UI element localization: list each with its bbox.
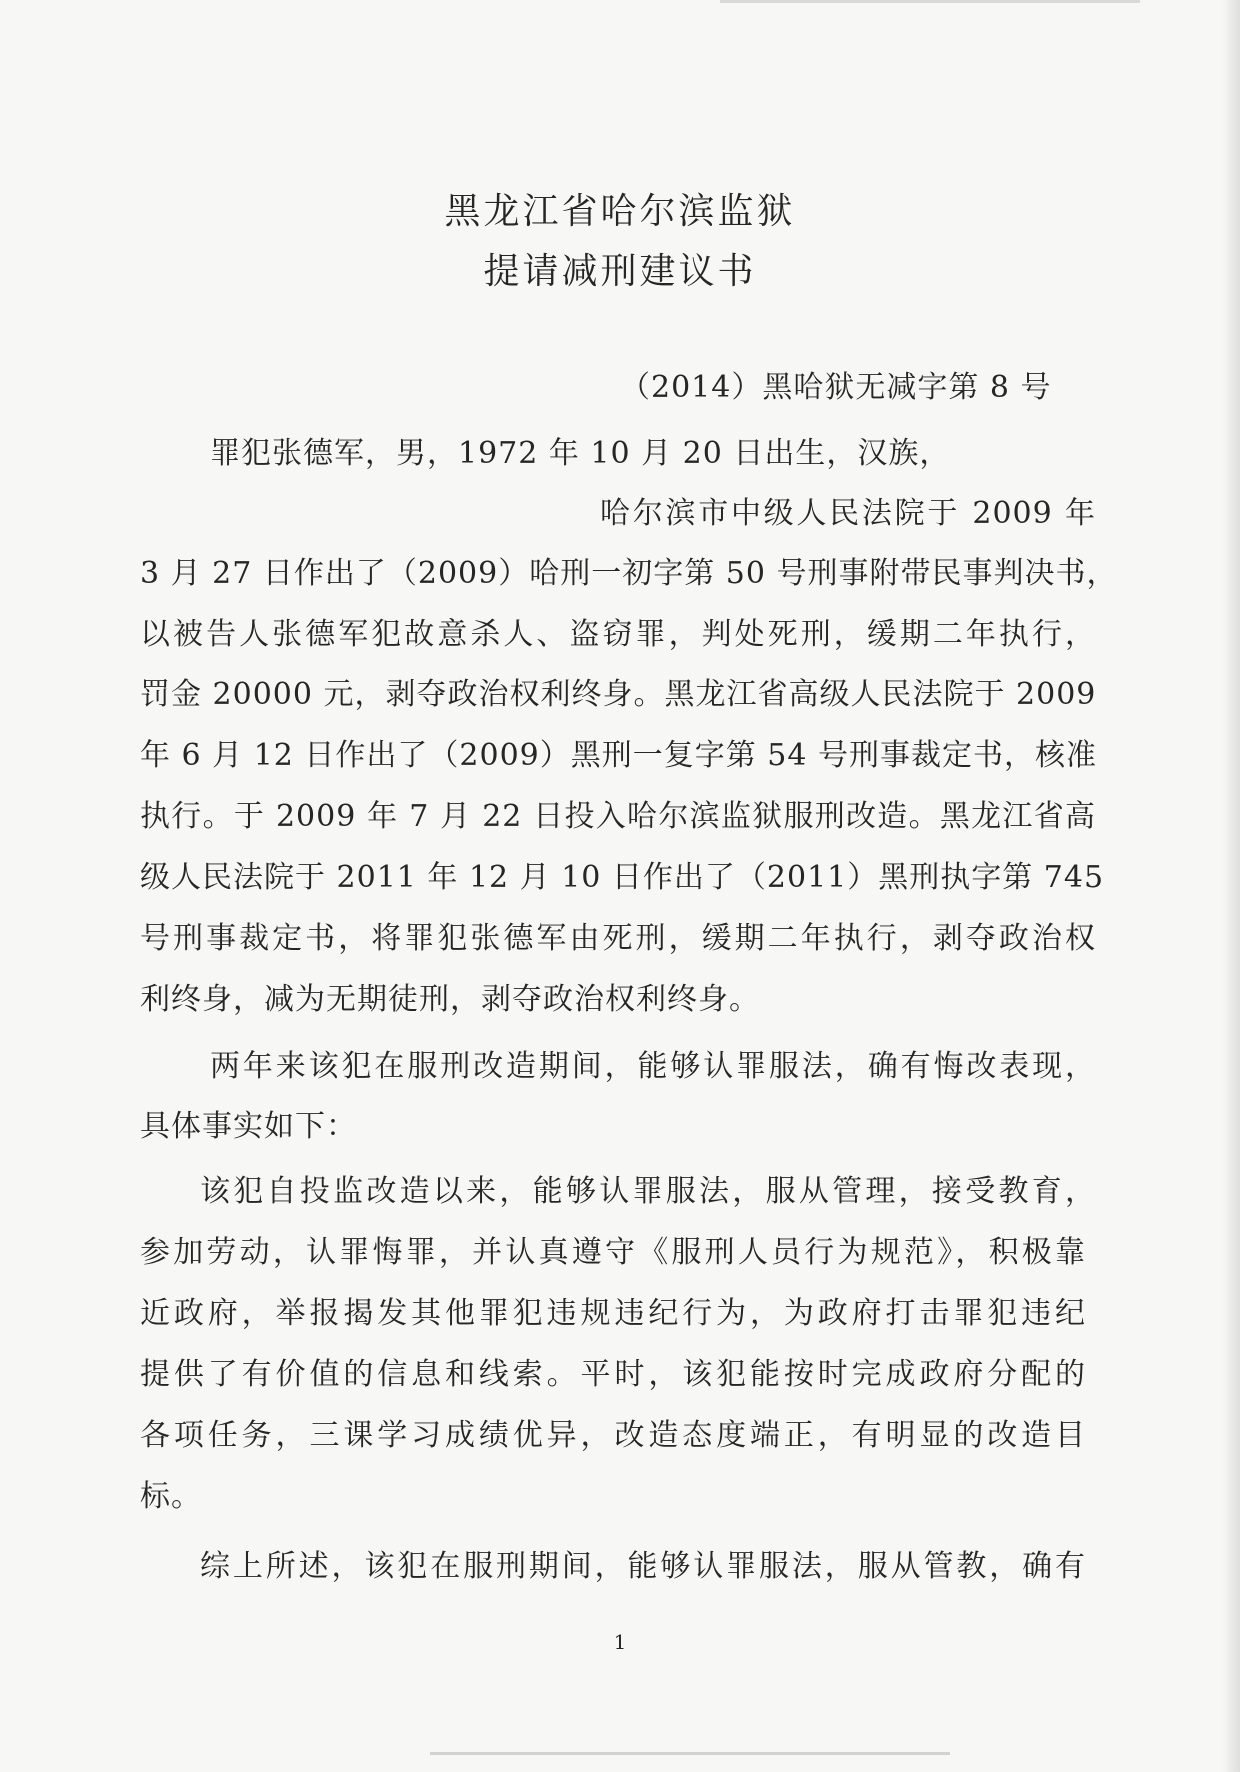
body-line: 级人民法院于 2011 年 12 月 10 日作出了（2011）黑刑执字第 745 <box>140 860 1105 895</box>
scan-artifact-top <box>720 0 1140 3</box>
body-line: 参加劳动，认罪悔罪，并认真遵守《服刑人员行为规范》，积极靠 <box>140 1235 1086 1270</box>
body-line: 该犯自投监改造以来，能够认罪服法，服从管理，接受教育， <box>200 1174 1096 1209</box>
document-title-line1: 黑龙江省哈尔滨监狱 <box>444 191 796 232</box>
body-line: 利终身，减为无期徒刑，剥夺政治权利终身。 <box>140 982 760 1017</box>
body-line: 近政府，举报揭发其他罪犯违规违纪行为，为政府打击罪犯违纪 <box>140 1296 1086 1331</box>
document-reference-number: （2014）黑哈狱无减字第 8 号 <box>620 370 1052 405</box>
page-number: 1 <box>613 1630 627 1654</box>
body-line: 执行。于 2009 年 7 月 22 日投入哈尔滨监狱服刑改造。黑龙江省高 <box>140 799 1096 834</box>
body-line: 哈尔滨市中级人民法院于 2009 年 <box>600 496 1096 531</box>
body-line: 两年来该犯在服刑改造期间，能够认罪服法，确有悔改表现， <box>210 1049 1096 1084</box>
document-title-line2: 提请减刑建议书 <box>483 251 757 292</box>
body-line: 号刑事裁定书，将罪犯张德军由死刑，缓期二年执行，剥夺政治权 <box>140 921 1096 956</box>
body-line: 年 6 月 12 日作出了（2009）黑刑一复字第 54 号刑事裁定书，核准 <box>140 738 1097 773</box>
body-line: 提供了有价值的信息和线索。平时，该犯能按时完成政府分配的 <box>140 1357 1086 1392</box>
body-line: 罪犯张德军，男，1972 年 10 月 20 日出生，汉族， <box>210 436 951 471</box>
body-line: 标。 <box>140 1479 202 1514</box>
scan-artifact-bottom <box>430 1752 950 1755</box>
body-line: 综上所述，该犯在服刑期间，能够认罪服法，服从管教，确有 <box>200 1549 1086 1584</box>
body-line: 以被告人张德军犯故意杀人、盗窃罪，判处死刑，缓期二年执行， <box>140 617 1096 652</box>
body-line: 具体事实如下： <box>140 1109 357 1144</box>
body-line: 罚金 20000 元，剥夺政治权利终身。黑龙江省高级人民法院于 2009 <box>140 677 1097 712</box>
body-line: 各项任务，三课学习成绩优异，改造态度端正，有明显的改造目 <box>140 1418 1086 1453</box>
body-line: 3 月 27 日作出了（2009）哈刑一初字第 50 号刑事附带民事判决书， <box>140 556 1118 591</box>
